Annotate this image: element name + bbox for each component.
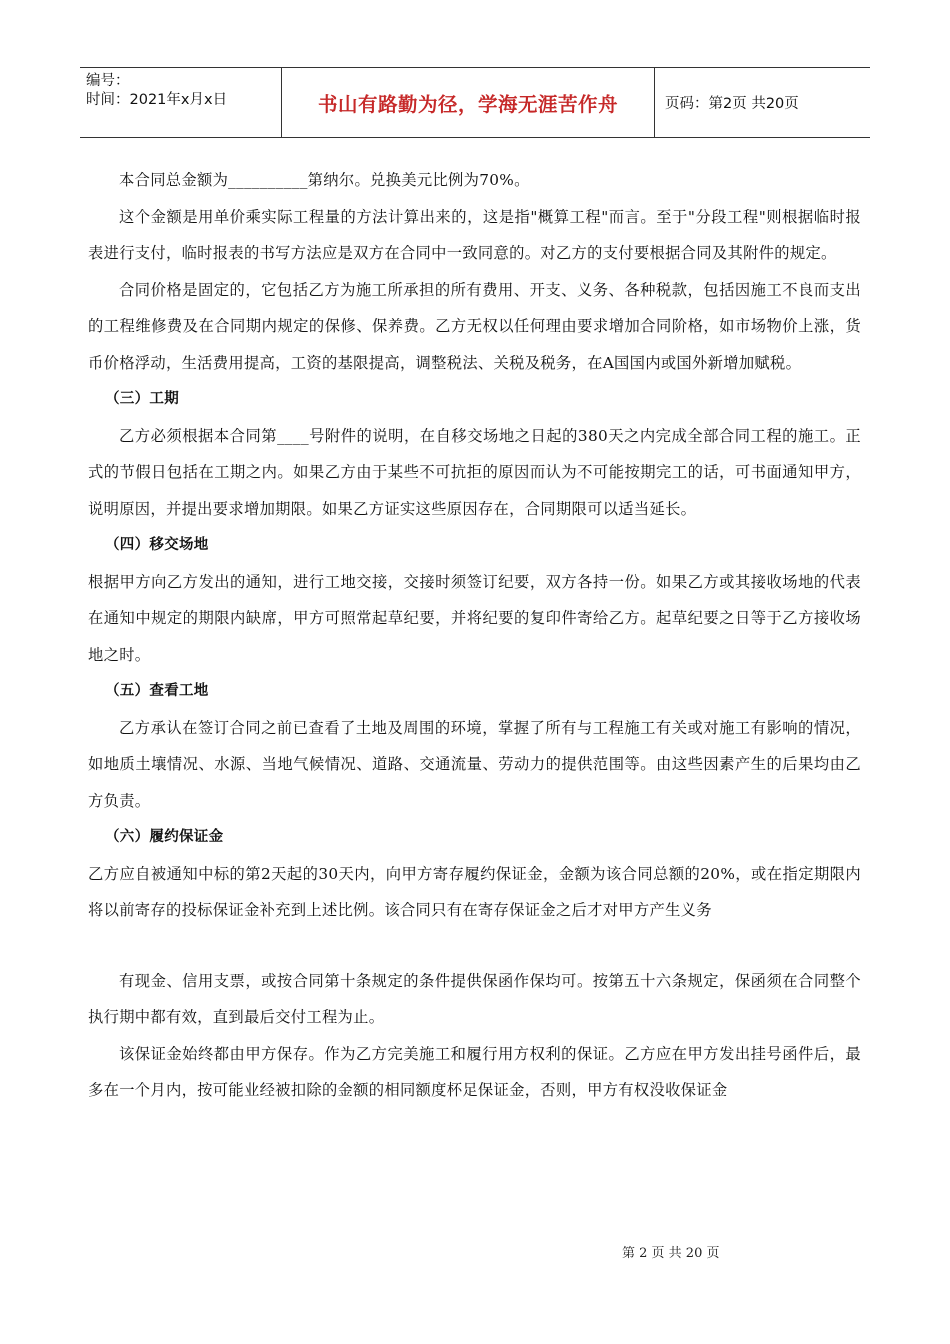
document-body xyxy=(88,162,861,1109)
paragraph-performance-bond: 乙方应自被通知中标的第2天起的30天内，向甲方寄存履约保证金，金额为该合同总额的20%，或在指定期限内将以前寄存的投标保证金补充到上述比例。该合同只有在寄存保证金之后才对甲方产生义务 xyxy=(88,864,861,919)
header-page-number: 页码：第2页 共20页 xyxy=(665,96,799,112)
section-heading-performance-bond: （六）履约保证金 xyxy=(105,829,224,845)
header-meta xyxy=(80,68,281,137)
paragraph-amount-calculation: 这个金额是用单价乘实际工程量的方法计算出来的，这是指"概算工程"而言。至于"分段工程"则根据临时报表进行支付，临时报表的书写方法应是双方在合同中一致同意的。对乙方的支付要根据合同及其附件的规定。 xyxy=(88,207,861,262)
page-header xyxy=(80,67,870,138)
page-footer: 第 2 页 共 20 页 xyxy=(622,1246,720,1261)
document-number-label: 编号： xyxy=(86,73,130,89)
paragraph-site-handover: 根据甲方向乙方发出的通知，进行工地交接，交接时须签订纪要，双方各持一份。如果乙方或其接收场地的代表在通知中规定的期限内缺席，甲方可照常起草纪要，并将纪要的复印件寄给乙方。起草纪要之日等于乙方接收场地之时。 xyxy=(88,572,861,664)
paragraph-contract-price: 合同价格是固定的，它包括乙方为施工所承担的所有费用、开支、义务、各种税款，包括因施工不良而支出的工程维修费及在合同期内规定的保修、保养费。乙方无权以任何理由要求增加合同阶格，如市场物价上涨，货币价格浮动，生活费用提高，工资的基限提高，调整税法、关税及税务，在A国国内或国外新增加赋税。 xyxy=(88,280,861,372)
paragraph-bond-custody: 该保证金始终都由甲方保存。作为乙方完美施工和履行用方权利的保证。乙方应在甲方发出挂号函件后，最多在一个月内，按可能业经被扣除的金额的相同额度杯足保证金，否则，甲方有权没收保证金 xyxy=(88,1044,861,1099)
paragraph-bond-forms: 有现金、信用支票，或按合同第十条规定的条件提供保函作保均可。按第五十六条规定，保函须在合同整个执行期中都有效，直到最后交付工程为止。 xyxy=(88,971,861,1026)
document-date-label: 时间：2021年x月x日 xyxy=(86,92,228,108)
paragraph-site-inspection: 乙方承认在签订合同之前已查看了土地及周围的环境，掌握了所有与工程施工有关或对施工有影响的情况，如地质土壤情况、水源、当地气候情况、道路、交通流量、劳动力的提供范围等。由这些因素产生的后果均由乙方负责。 xyxy=(88,718,861,810)
paragraph-total-amount: 本合同总金额为__________第纳尔。兑换美元比例为70%。 xyxy=(119,171,530,189)
section-heading-duration: （三）工期 xyxy=(105,391,179,407)
paragraph-gap xyxy=(88,929,861,963)
header-motto: 书山有路勤为径，学海无涯苦作舟 xyxy=(281,68,655,137)
section-heading-site-handover: （四）移交场地 xyxy=(105,537,209,553)
section-heading-site-inspection: （五）查看工地 xyxy=(105,683,209,699)
paragraph-duration: 乙方必须根据本合同第____号附件的说明，在自移交场地之日起的380天之内完成全部合同工程的施工。正式的节假日包括在工期之内。如果乙方由于某些不可抗拒的原因而认为不可能按期完工的话，可书面通知甲方，说明原因，并提出要求增加期限。如果乙方证实这些原因存在，合同期限可以适当延长。 xyxy=(88,426,861,518)
